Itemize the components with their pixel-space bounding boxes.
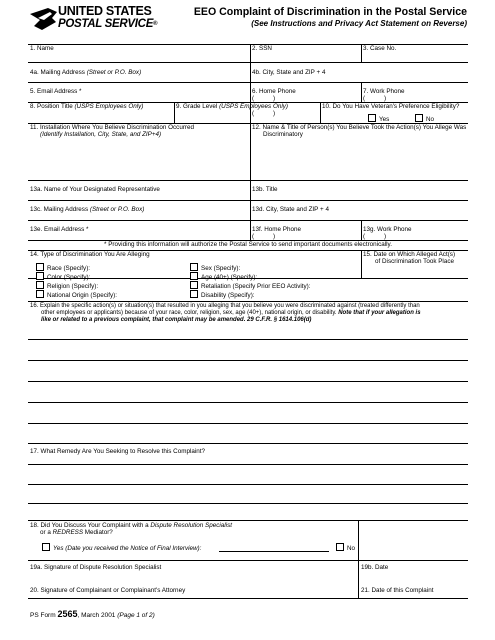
color-checkbox[interactable]: [36, 272, 44, 280]
field-18-date-line[interactable]: [219, 551, 329, 552]
field-13c-hint: (Street or P.O. Box): [89, 206, 145, 213]
vrule-c8: [361, 250, 362, 278]
field-13d-city-state-zip: 13d. City, State and ZIP + 4: [252, 206, 329, 213]
age-label: Age (40+) (Specify):: [201, 274, 258, 281]
disability-option[interactable]: [190, 290, 255, 300]
field-9-grade-level: [176, 103, 288, 111]
form-subtitle: (See Instructions and Privacy Act Statement on Reverse): [251, 19, 467, 28]
home-phone-paren-close: ): [273, 95, 276, 102]
logo-line1: UNITED STATES: [58, 4, 152, 18]
vrule-c5: [320, 102, 321, 123]
national-origin-checkbox[interactable]: [36, 290, 44, 298]
disability-checkbox[interactable]: [190, 290, 198, 298]
field-7-work-phone: 7. Work Phone: [363, 88, 405, 95]
field-13f-paren-close: ): [273, 233, 276, 240]
rule-1: [28, 62, 468, 63]
footer-form-date: , March 2001: [77, 612, 118, 619]
field-1-name: 1. Name: [30, 45, 54, 52]
field-11-hint: (Identify Installation, City, State, and ZIP+4): [40, 131, 162, 138]
field-13a-representative: 13a. Name of Your Designated Representative: [30, 186, 160, 193]
sex-label: Sex (Specify):: [201, 265, 241, 272]
vrule-c9: [358, 520, 359, 598]
field-15-date-of-act: 15. Date on Which Alleged Act(s): [363, 251, 456, 258]
field-18-line2: [40, 529, 113, 537]
usps-logo: [28, 2, 158, 46]
age-checkbox[interactable]: [190, 272, 198, 280]
field-18-yes-checkbox[interactable]: [42, 543, 50, 551]
footer-form-label: PS Form: [30, 612, 58, 619]
footer-form-number: 2565: [57, 609, 78, 619]
rule-16: [28, 301, 468, 302]
form-footer: [30, 609, 155, 619]
field-8-position-title: [30, 103, 143, 111]
national-origin-option[interactable]: [36, 290, 117, 300]
rule-11: [28, 180, 468, 181]
field-13f-home-phone: 13f. Home Phone: [252, 226, 302, 233]
field-8-hint: (USPS Employees Only): [74, 103, 144, 110]
work-phone-paren-open: (: [363, 95, 366, 102]
veteran-no-checkbox[interactable]: [415, 114, 423, 122]
field-20-complainant-signature: 20. Signature of Complainant or Complainant's Attorney: [30, 587, 186, 594]
field-4a-mailing-address: [30, 69, 141, 77]
field-4b-city-state-zip: 4b. City, State and ZIP + 4: [252, 69, 326, 76]
eagle-logo-icon: [30, 6, 58, 32]
retaliation-label: Retaliation (Specify Prior EEO Activity):: [201, 283, 311, 290]
field-18-yes-label: Yes (Date you received the Notice of Final Interview):: [53, 545, 202, 552]
vrule-c7: [361, 220, 362, 240]
logo-line2-text: POSTAL SERVICE: [58, 18, 154, 30]
field-13b-title: 13b. Title: [252, 186, 278, 193]
field-13g-paren-close: ): [384, 233, 387, 240]
write-line-16-1[interactable]: [28, 339, 468, 340]
field-18-no-option[interactable]: [336, 543, 355, 553]
rule-20: [28, 598, 468, 599]
vrule-c1: [250, 44, 251, 123]
vrule-c2: [361, 44, 362, 62]
field-18-text2: or a: [40, 529, 53, 536]
rule-18: [28, 520, 468, 521]
rule-13a: [28, 200, 468, 201]
field-19b-date: 19b. Date: [361, 564, 389, 571]
logo-line2: [58, 18, 157, 31]
write-line-16-2[interactable]: [28, 360, 468, 361]
field-9-hint: (USPS Employees Only): [219, 103, 288, 110]
rule-top: [28, 44, 468, 45]
field-19a-specialist-signature: 19a. Signature of Dispute Resolution Specialist: [30, 564, 162, 571]
field-16-line2-note: Note that if your allegation is: [338, 310, 421, 316]
write-line-17-2[interactable]: [28, 484, 468, 485]
field-18-yes-option[interactable]: [42, 543, 201, 553]
field-13f-paren-open: (: [252, 233, 255, 240]
veteran-no-label: No: [426, 116, 435, 123]
retaliation-checkbox[interactable]: [190, 281, 198, 289]
veteran-yes-checkbox[interactable]: [368, 114, 376, 122]
field-4a-hint: (Street or P.O. Box): [86, 69, 142, 76]
field-14-discrimination-type: 14. Type of Discrimination You Are Alleging: [30, 251, 150, 258]
field-18-text3: Mediator?: [83, 529, 113, 536]
religion-label: Religion (Specify):: [47, 283, 99, 290]
field-2-ssn: 2. SSN: [252, 45, 272, 52]
field-8-label: 8. Position Title: [30, 103, 75, 110]
write-line-17-1[interactable]: [28, 464, 468, 465]
vrule-c3: [361, 82, 362, 102]
field-13g-paren-open: (: [363, 233, 366, 240]
write-line-16-5[interactable]: [28, 423, 468, 424]
vrule-c6: [250, 123, 251, 240]
field-10-veteran-preference: 10. Do You Have Veteran's Preference Eligibility?: [322, 103, 460, 110]
field-9-label: 9. Grade Level: [176, 103, 220, 110]
field-16-explanation: 16. Explain the specific action(s) or situation(s) that resulted in you alleging that you believe you were discriminated against (treated differently than: [30, 303, 420, 309]
field-12-line2: Discriminatory: [263, 131, 303, 138]
work-phone-paren-close: ): [384, 95, 387, 102]
home-phone-paren-open: (: [252, 95, 255, 102]
field-5-email: 5. Email Address *: [30, 88, 82, 95]
field-13c-label: 13c. Mailing Address: [30, 206, 90, 213]
field-15-line2: of Discrimination Took Place: [375, 258, 454, 265]
disability-label: Disability (Specify):: [201, 292, 255, 299]
write-line-16-4[interactable]: [28, 402, 468, 403]
rule-13c: [28, 220, 468, 221]
field-12-responsible-persons: 12. Name & Title of Person(s) You Believe Took the Action(s) You Allege Was: [252, 124, 467, 131]
field-18-redress: REDRESS: [52, 529, 84, 536]
field-18-no-label: No: [347, 545, 356, 552]
race-checkbox[interactable]: [36, 263, 44, 271]
field-17-remedy: 17. What Remedy Are You Seeking to Resolve this Complaint?: [30, 448, 206, 455]
veteran-yes-option[interactable]: [368, 114, 389, 124]
vrule-c4: [174, 102, 175, 123]
field-18-no-checkbox[interactable]: [336, 543, 344, 551]
veteran-no-option[interactable]: [415, 114, 434, 124]
rule-4: [28, 82, 468, 83]
field-13e-email: 13e. Email Address *: [30, 226, 89, 233]
field-16-line3: like or related to a previous complaint, that complaint may be amended. 29 C.F.R. § 1614.106(d): [41, 317, 312, 323]
write-line-17-3[interactable]: [28, 503, 468, 504]
field-13g-work-phone: 13g. Work Phone: [363, 226, 412, 233]
field-6-home-phone: 6. Home Phone: [252, 88, 296, 95]
sex-checkbox[interactable]: [190, 263, 198, 271]
religion-checkbox[interactable]: [36, 281, 44, 289]
field-21-complaint-date: 21. Date of this Complaint: [361, 587, 434, 594]
rule-17: [28, 443, 468, 444]
footer-page: (Page 1 of 2): [117, 612, 155, 619]
form-title: EEO Complaint of Discrimination in the Postal Service: [193, 6, 467, 18]
registered-mark: ®: [153, 21, 158, 27]
color-label: Color (Specify):: [47, 274, 91, 281]
field-9-paren-close: ): [273, 110, 276, 117]
field-18-text1: 18. Did You Discuss Your Complaint with a: [30, 522, 151, 529]
race-label: Race (Specify):: [47, 265, 91, 272]
field-13c-mailing-address: [30, 206, 144, 214]
field-9-paren-open: (: [252, 110, 255, 117]
field-18-dispute-specialist: Dispute Resolution Specialist: [150, 522, 232, 529]
field-16-line2-text: other employees or applicants) because of your race, color, religion, sex, age (40+), national origin, or disability.: [41, 310, 339, 316]
field-3-case-no: 3. Case No.: [363, 45, 397, 52]
write-line-16-3[interactable]: [28, 381, 468, 382]
email-authorization-note: * Providing this information will authorize the Postal Service to send important documents electronically.: [104, 241, 392, 248]
rule-19: [28, 560, 468, 561]
national-origin-label: National Origin (Specify):: [47, 292, 117, 299]
field-11-installation: 11. Installation Where You Believe Discrimination Occurred: [30, 124, 195, 131]
veteran-yes-label: Yes: [379, 116, 390, 123]
field-4a-label: 4a. Mailing Address: [30, 69, 87, 76]
